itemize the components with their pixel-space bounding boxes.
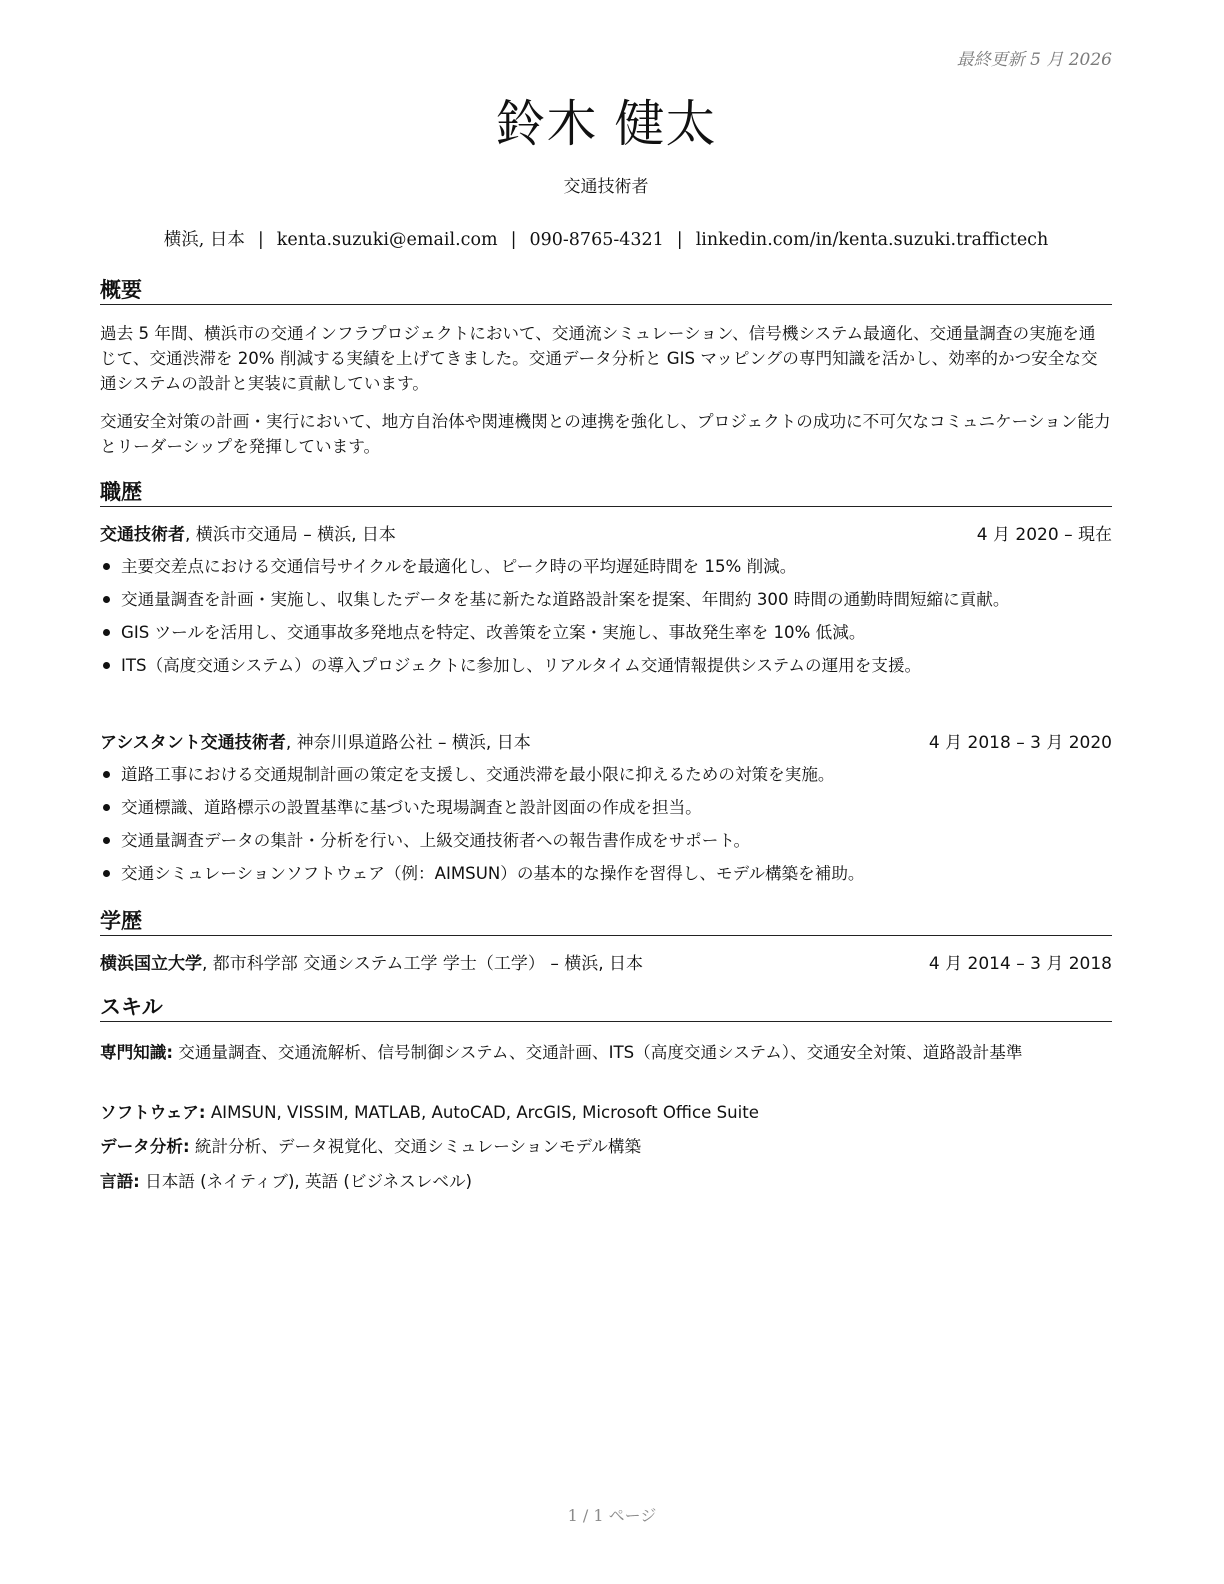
skill-label: ソフトウェア: xyxy=(100,1103,206,1122)
job-dates: 4 月 2020 – 現在 xyxy=(976,525,1112,545)
job-role: アシスタント交通技術者 xyxy=(100,733,286,753)
skill-row xyxy=(100,1040,1112,1065)
education-dates: 4 月 2014 – 3 月 2018 xyxy=(928,954,1112,974)
contact-line xyxy=(100,226,1112,251)
job-header xyxy=(100,731,1112,755)
last-updated: 最終更新 5 月 2026 xyxy=(956,50,1112,70)
list-item: GIS ツールを活用し、交通事故多発地点を特定、改善策を立案・実施し、事故発生率を 10% 低減。 xyxy=(100,620,1112,645)
skill-row xyxy=(100,1134,1112,1159)
section-heading-skills: スキル xyxy=(100,994,1112,1022)
job-header xyxy=(100,523,1112,547)
contact-separator: | xyxy=(676,230,683,250)
contact-location: 横浜, 日本 xyxy=(163,230,245,250)
list-item: 交通量調査を計画・実施し、収集したデータを基に新たな道路設計案を提案、年間約 300 時間の通勤時間短縮に貢献。 xyxy=(100,587,1112,612)
skill-row xyxy=(100,1169,1112,1194)
list-item: 交通標識、道路標示の設置基準に基づいた現場調査と設計図面の作成を担当。 xyxy=(100,795,1112,820)
job-organization: , 横浜市交通局 – 横浜, 日本 xyxy=(185,525,396,545)
skill-label: 専門知識: xyxy=(100,1043,174,1062)
contact-separator: | xyxy=(510,230,517,250)
job-role: 交通技術者 xyxy=(100,525,185,545)
job-organization: , 神奈川県道路公社 – 横浜, 日本 xyxy=(285,733,531,753)
skill-value: 統計分析、データ視覚化、交通シミュレーションモデル構築 xyxy=(189,1137,642,1156)
school-name: 横浜国立大学 xyxy=(100,954,202,974)
list-item: 道路工事における交通規制計画の策定を支援し、交通渋滞を最小限に抑えるための対策を実施。 xyxy=(100,762,1112,787)
job-title: 交通技術者 xyxy=(563,177,649,197)
section-heading-education: 学歴 xyxy=(100,908,1112,936)
list-item: 交通シミュレーションソフトウェア（例：AIMSUN）の基本的な操作を習得し、モデル構築を補助。 xyxy=(100,861,1112,886)
job-bullets xyxy=(100,554,1112,686)
section-heading-summary: 概要 xyxy=(100,277,1112,305)
contact-email[interactable]: kenta.suzuki@email.com xyxy=(276,230,498,250)
list-item: 主要交差点における交通信号サイクルを最適化し、ピーク時の平均遅延時間を 15% 削減。 xyxy=(100,554,1112,579)
contact-separator: | xyxy=(257,230,264,250)
list-item: 交通量調査データの集計・分析を行い、上級交通技術者への報告書作成をサポート。 xyxy=(100,828,1112,853)
page-number: 1 / 1 ページ xyxy=(567,1506,657,1525)
job-dates: 4 月 2018 – 3 月 2020 xyxy=(928,733,1112,753)
candidate-name: 鈴木 健太 xyxy=(495,95,717,153)
contact-linkedin[interactable]: linkedin.com/in/kenta.suzuki.traffictech xyxy=(695,230,1049,250)
skill-label: 言語: xyxy=(100,1172,140,1191)
summary-paragraph: 交通安全対策の計画・実行において、地方自治体や関連機関との連携を強化し、プロジェクトの成功に不可欠なコミュニケーション能力とリーダーシップを発揮しています。 xyxy=(100,412,1111,456)
education-entry xyxy=(100,952,1112,976)
skill-value: AIMSUN, VISSIM, MATLAB, AutoCAD, ArcGIS, Microsoft Office Suite xyxy=(205,1103,759,1122)
section-heading-experience: 職歴 xyxy=(100,479,1112,507)
skill-value: 交通量調査、交通流解析、信号制御システム、交通計画、ITS（高度交通システム）、交通安全対策、道路設計基準 xyxy=(173,1043,1023,1062)
list-item: ITS（高度交通システム）の導入プロジェクトに参加し、リアルタイム交通情報提供システムの運用を支援。 xyxy=(100,653,1112,678)
job-bullets xyxy=(100,762,1112,894)
skill-label: データ分析: xyxy=(100,1137,190,1156)
degree-detail: , 都市科学部 交通システム工学 学士（工学） – 横浜, 日本 xyxy=(202,954,644,974)
summary-paragraph: 過去 5 年間、横浜市の交通インフラプロジェクトにおいて、交通流シミュレーション、信号機システム最適化、交通量調査の実施を通じて、交通渋滞を 20% 削減する実績を上げてきました。交通データ分析と GIS マッピングの専門知識を活かし、効率的かつ安全な交通システムの設計と実装に貢献しています。 xyxy=(100,324,1098,393)
contact-phone[interactable]: 090-8765-4321 xyxy=(529,230,664,250)
skill-row xyxy=(100,1100,1112,1125)
skill-value: 日本語 (ネイティブ), 英語 (ビジネスレベル) xyxy=(139,1172,473,1191)
